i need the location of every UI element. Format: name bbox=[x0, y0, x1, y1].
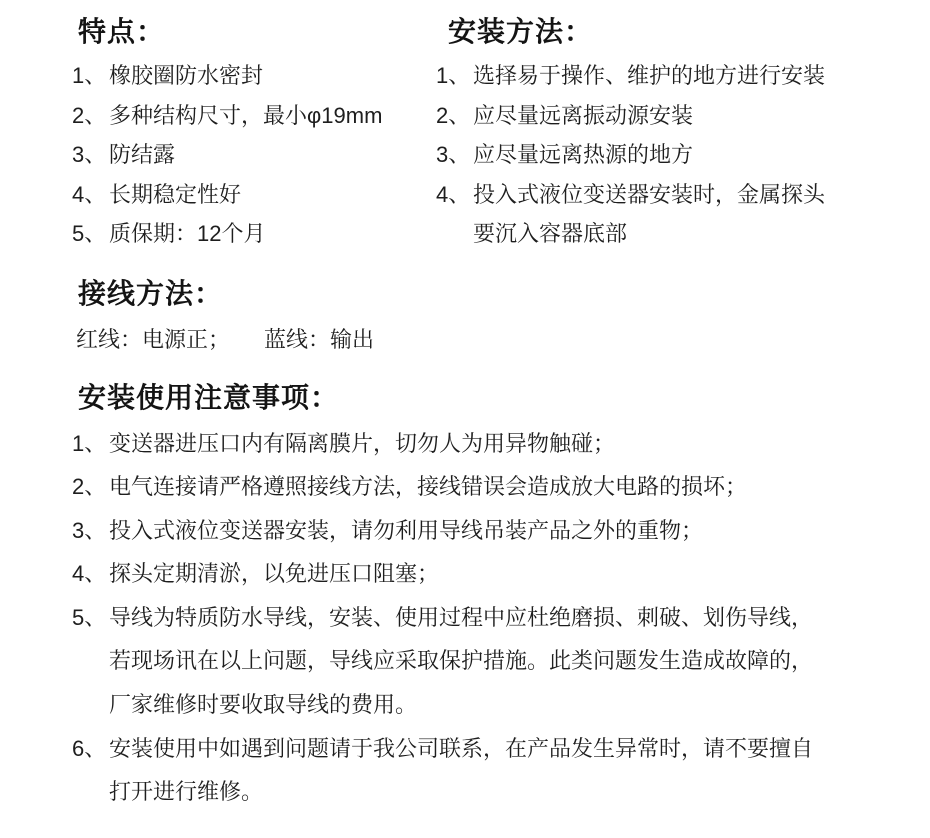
usage-note-item bbox=[72, 422, 900, 466]
item-number: 6、 bbox=[72, 735, 107, 761]
usage-notes-section bbox=[72, 380, 900, 814]
wiring-title: 接线方法： bbox=[78, 277, 224, 309]
feature-item bbox=[72, 96, 436, 136]
usage-notes-list bbox=[72, 422, 900, 814]
top-section bbox=[72, 14, 900, 254]
item-number: 4、 bbox=[436, 181, 471, 207]
features-section bbox=[72, 14, 436, 254]
item-text: 多种结构尺寸，最小φ19mm bbox=[109, 102, 383, 128]
item-text: 长期稳定性好 bbox=[109, 181, 242, 207]
item-number: 4、 bbox=[72, 181, 107, 207]
item-number: 3、 bbox=[72, 142, 107, 167]
item-text: 应尽量远离振动源安装 bbox=[473, 102, 694, 128]
item-text: 选择易于操作、维护的地方进行安装 bbox=[473, 63, 826, 88]
feature-item bbox=[72, 214, 436, 254]
item-text: 投入式液位变送器安装，请勿利用导线吊装产品之外的重物； bbox=[109, 517, 704, 543]
install-method-item bbox=[436, 56, 900, 96]
wiring-line bbox=[72, 324, 900, 356]
item-number: 3、 bbox=[436, 142, 471, 167]
usage-note-item bbox=[72, 465, 900, 509]
item-number: 4、 bbox=[72, 561, 107, 587]
install-method-item bbox=[436, 96, 900, 136]
item-number: 3、 bbox=[72, 517, 107, 543]
item-text: 探头定期清淤，以免进压口阻塞； bbox=[109, 561, 440, 587]
install-method-title: 安装方法： bbox=[448, 16, 594, 47]
install-method-item bbox=[436, 175, 900, 254]
feature-item bbox=[72, 56, 436, 96]
item-number: 1、 bbox=[436, 63, 471, 88]
item-text: 安装使用中如遇到问题请于我公司联系，在产品发生异常时，请不要擅自 打开进行维修。 bbox=[109, 735, 814, 805]
usage-note-item bbox=[72, 509, 900, 553]
item-number: 2、 bbox=[72, 102, 107, 128]
feature-item bbox=[72, 135, 436, 175]
item-number: 2、 bbox=[72, 474, 107, 500]
features-list bbox=[72, 56, 436, 254]
item-number: 2、 bbox=[436, 102, 471, 128]
item-text: 导线为特质防水导线，安装、使用过程中应杜绝磨损、刺破、划伤导线， 若现场讯在以上问题，导线应采取保护措施。此类问题发生造成故障的， 厂家维修时要收取导线的费用。 bbox=[109, 604, 814, 718]
item-text: 应尽量远离热源的地方 bbox=[473, 142, 694, 167]
item-text: 防结露 bbox=[109, 142, 176, 167]
features-title: 特点： bbox=[78, 16, 166, 47]
item-text: 电气连接请严格遵照接线方法，接线错误会造成放大电路的损坏； bbox=[109, 474, 748, 500]
wiring-red-label: 红线：电源正； bbox=[76, 326, 231, 352]
item-text: 质保期：12个月 bbox=[109, 221, 266, 246]
item-text: 变送器进压口内有隔离膜片，切勿人为用异物触碰； bbox=[109, 430, 616, 456]
install-method-item bbox=[436, 135, 900, 175]
wiring-section bbox=[72, 276, 900, 356]
item-number: 1、 bbox=[72, 63, 107, 88]
usage-note-item bbox=[72, 552, 900, 596]
item-text: 投入式液位变送器安装时，金属探头 要沉入容器底部 bbox=[473, 181, 826, 246]
item-number: 1、 bbox=[72, 430, 107, 456]
install-method-section bbox=[436, 14, 900, 254]
item-text: 橡胶圈防水密封 bbox=[109, 63, 264, 88]
item-number: 5、 bbox=[72, 604, 107, 630]
usage-note-item bbox=[72, 727, 900, 814]
wiring-blue-label: 蓝线：输出 bbox=[264, 326, 375, 352]
install-method-list bbox=[436, 56, 900, 254]
feature-item bbox=[72, 175, 436, 215]
item-number: 5、 bbox=[72, 221, 107, 246]
usage-note-item bbox=[72, 596, 900, 727]
usage-notes-title: 安装使用注意事项： bbox=[78, 381, 340, 413]
